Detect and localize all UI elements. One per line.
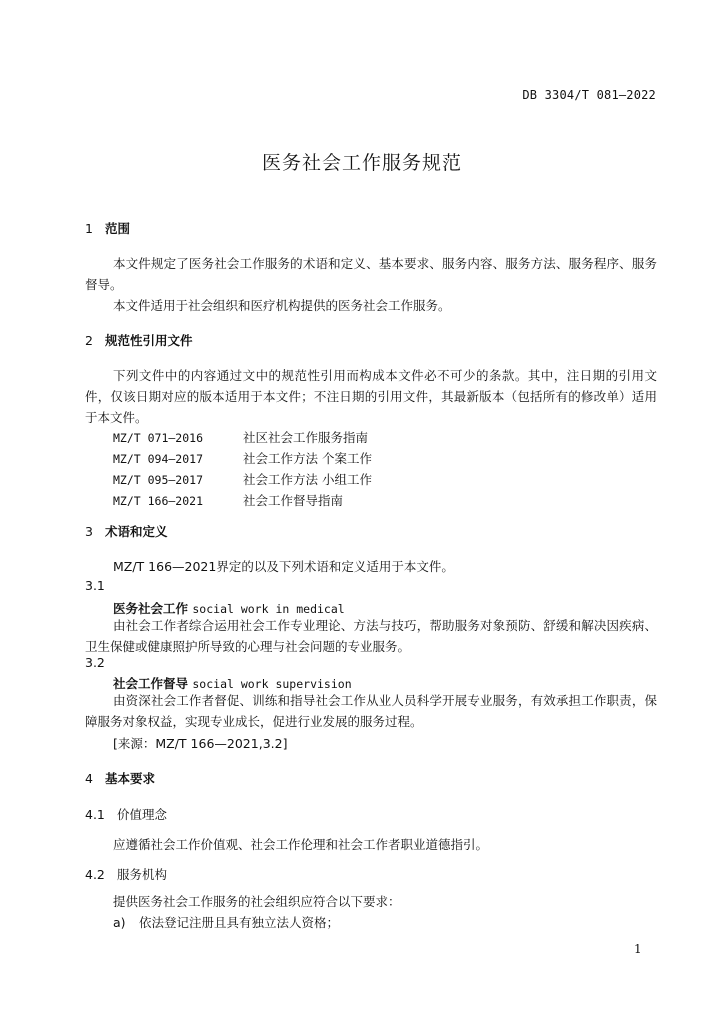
term-number: 3.1 <box>85 578 105 593</box>
term-definition: 由社会工作者综合运用社会工作专业理论、方法与技巧，帮助服务对象预防、舒缓和解决因疾病、卫生保健或健康照护所导致的心理与社会问题的专业服务。 <box>85 618 657 654</box>
term-source: [来源：MZ/T 166—2021,3.2] <box>113 736 288 751</box>
section-2-heading <box>85 331 193 349</box>
section-number: 2 <box>85 333 93 348</box>
term-definition: 由资深社会工作者督促、训练和指导社会工作从业人员科学开展专业服务，有效承担工作职责，保障服务对象权益，实现专业成长，促进行业发展的服务过程。 <box>85 693 657 729</box>
page-number: 1 <box>634 942 642 956</box>
reference-item: MZ/T 166—2021 社会工作督导指南 <box>113 493 344 508</box>
paragraph: 提供医务社会工作服务的社会组织应符合以下要求： <box>113 894 401 909</box>
section-title: 基本要求 <box>105 771 156 786</box>
subsection-4-1-heading: 4.1 价值理念 <box>85 807 168 822</box>
section-number: 4 <box>85 771 93 786</box>
section-title: 规范性引用文件 <box>105 333 193 348</box>
section-number: 1 <box>85 221 93 236</box>
term-number: 3.2 <box>85 655 105 670</box>
subsection-4-2-heading: 4.2 服务机构 <box>85 867 168 882</box>
paragraph: MZ/T 166—2021界定的以及下列术语和定义适用于本文件。 <box>113 559 454 574</box>
paragraph: 本文件规定了医务社会工作服务的术语和定义、基本要求、服务内容、服务方法、服务程序、服务督导。 <box>85 256 657 292</box>
paragraph: 应遵循社会工作价值观、社会工作伦理和社会工作者职业道德指引。 <box>113 837 489 852</box>
reference-item: MZ/T 095—2017 社会工作方法 小组工作 <box>113 472 372 487</box>
section-title: 术语和定义 <box>105 524 168 539</box>
list-item <box>113 913 339 931</box>
list-item-label: a) <box>113 915 126 930</box>
document-code: DB 3304/T 081—2022 <box>522 88 656 102</box>
list-item-text: 依法登记注册且具有独立法人资格； <box>139 915 340 930</box>
term-heading: 社会工作督导 social work supervision <box>113 676 352 691</box>
reference-item: MZ/T 071—2016 社区社会工作服务指南 <box>113 430 369 445</box>
document-title: 医务社会工作服务规范 <box>261 152 462 174</box>
term-heading: 医务社会工作 social work in medical <box>113 601 345 616</box>
section-title: 范围 <box>105 221 131 236</box>
reference-item: MZ/T 094—2017 社会工作方法 个案工作 <box>113 451 372 466</box>
section-3-heading <box>85 522 168 540</box>
section-4-heading <box>85 769 155 787</box>
paragraph: 本文件适用于社会组织和医疗机构提供的医务社会工作服务。 <box>113 298 451 313</box>
section-number: 3 <box>85 524 93 539</box>
section-1-heading <box>85 219 130 237</box>
paragraph: 下列文件中的内容通过文中的规范性引用而构成本文件必不可少的条款。其中，注日期的引用文件，仅该日期对应的版本适用于本文件；不注日期的引用文件，其最新版本（包括所有的修改单）适用于本文件。 <box>85 368 657 425</box>
